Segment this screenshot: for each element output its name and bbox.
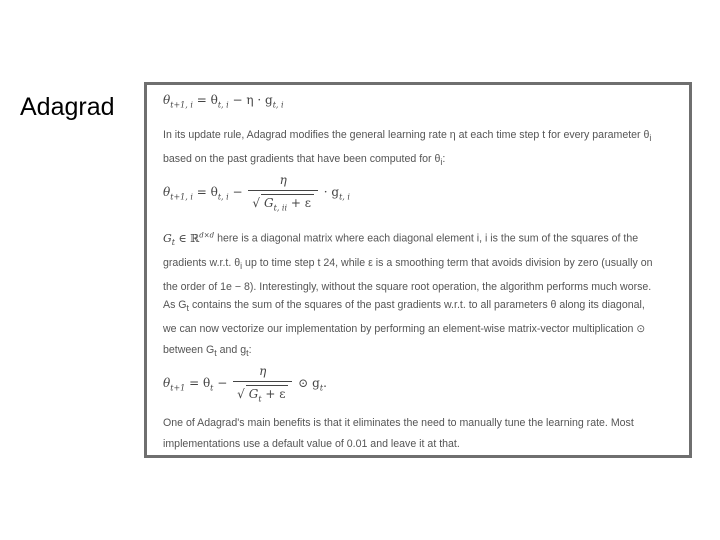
equation-2: $\theta_{t+1, i} = \theta_{t, i}$ − $\frac{\eta}{√ G_{t, ii} + \varepsilon}$ · $g_{t, i}$ <box>163 173 350 213</box>
paragraph-benefits: One of Adagrad's main benefits is that it eliminates the need to manually tune the learning rate. Most implementations use a default value of 0.01 and leave it at that. <box>163 417 634 450</box>
slide-title: Adagrad <box>20 93 115 121</box>
paragraph-vectorize: As $G_t$ contains the sum of the squares of the past gradients w.r.t. to all parameters θ along its diagonal, we can now vectorize our implementation by performing an element-wise matrix-vector multiplication ⊙ between $G_t$ and $g_t$: <box>163 299 646 359</box>
equation-3: $\theta_{t+1} = \theta_t$ − $\frac{\eta}{√ G_t + \varepsilon}$ ⊙ $g_t$. <box>163 364 327 404</box>
fraction: $\frac{\eta}{√ G_{t, ii} + \varepsilon}$ <box>248 173 318 212</box>
paragraph-update-rule: In its update rule, Adagrad modifies the general learning rate η at each time step t for every parameter $\theta_i$ based on the past gradients that have been computed for $\theta_i$: <box>163 129 652 168</box>
content-image-frame <box>144 82 692 458</box>
equation-1: $\theta_{t+1, i} = \theta_{t, i} - \eta \cdot g_{t, i}$ <box>163 93 284 110</box>
paragraph-diagonal-matrix: $G_t$ ∈ ℝ$^{d\times d}$ here is a diagonal matrix where each diagonal element i, i is the sum of the squares of the gradients w.r.t. $\theta_i$ up to time step t 24, while ε is a smoothing term that avoids division by zero (usually on the order of 1e − 8). Interestingly, without the square root operation, the algorithm performs much worse. <box>163 231 653 293</box>
fraction: $\frac{\eta}{√ G_t + \varepsilon}$ <box>233 364 292 403</box>
